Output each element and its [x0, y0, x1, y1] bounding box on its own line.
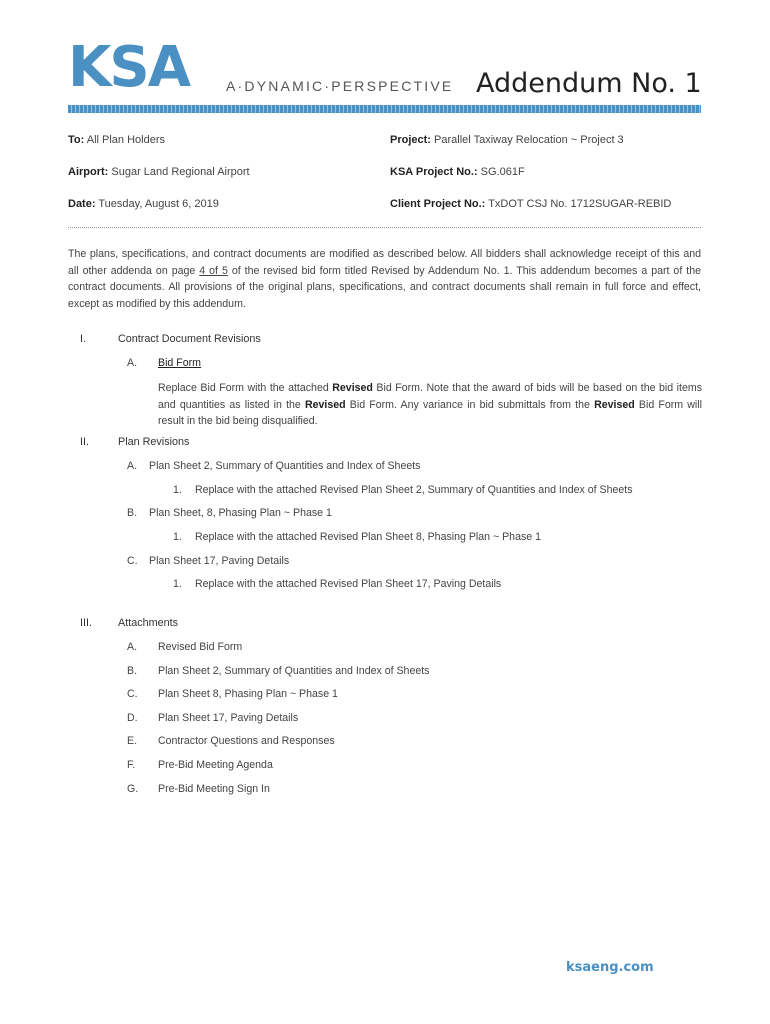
attachment-letter: D.	[127, 712, 138, 724]
project-label: Project:	[390, 134, 431, 146]
attachment-letter: G.	[127, 783, 139, 795]
ksa-logo: KSA	[68, 35, 190, 100]
project-value: Parallel Taxiway Relocation ~ Project 3	[434, 134, 624, 146]
airport-label: Airport:	[68, 166, 109, 178]
airport-field	[68, 166, 250, 178]
divider	[68, 227, 701, 228]
bid-form-text-2: Bid Form. Note that the award of bids will be based on the bid items and quantities as listed in the	[158, 382, 702, 411]
sub-item-text: Replace with the attached Revised Plan Sheet 8, Phasing Plan ~ Phase 1	[195, 531, 541, 543]
ksa-project-field	[390, 166, 525, 178]
intro-text-2: of the revised bid form titled Revised by Addendum No. 1. This addendum becomes a part of the contract documents. All provisions of the original plans, specifications, and contract documents shall remain in full force and effect, except as modified by this addendum.	[68, 264, 701, 310]
attachment-letter: E.	[127, 735, 138, 747]
revised-bold-3: Revised	[594, 398, 635, 411]
to-field	[68, 134, 165, 146]
project-field	[390, 134, 624, 146]
date-label: Date:	[68, 198, 96, 210]
section-2-number: II.	[80, 436, 89, 448]
list-item-text: Plan Sheet, 8, Phasing Plan ~ Phase 1	[149, 507, 332, 519]
section-1-a-letter: A.	[127, 357, 138, 369]
sub-item-number: 1.	[173, 531, 182, 543]
bid-form-paragraph	[158, 380, 702, 430]
revised-bold-1: Revised	[332, 382, 373, 394]
sub-item-number: 1.	[173, 578, 182, 590]
ksa-project-label: KSA Project No.:	[390, 166, 478, 178]
attachment-text: Plan Sheet 8, Phasing Plan ~ Phase 1	[158, 688, 338, 700]
attachment-letter: B.	[127, 665, 138, 677]
sub-item-number: 1.	[173, 484, 182, 496]
ksa-project-value: SG.061F	[480, 166, 525, 178]
date-value: Tuesday, August 6, 2019	[98, 198, 219, 210]
section-1-number: I.	[80, 333, 86, 345]
date-field	[68, 198, 219, 210]
airport-value: Sugar Land Regional Airport	[111, 166, 250, 178]
sub-item-text: Replace with the attached Revised Plan Sheet 2, Summary of Quantities and Index of Sheets	[195, 484, 633, 496]
header-stripe	[68, 105, 701, 113]
to-label: To:	[68, 134, 85, 146]
bid-form-text-3: Bid Form. Any variance in bid submittals from the	[345, 398, 595, 411]
section-3-number: III.	[80, 617, 92, 629]
client-project-field	[390, 198, 671, 210]
attachment-text: Revised Bid Form	[158, 641, 243, 653]
section-1-a-title: Bid Form	[158, 357, 201, 369]
intro-text-1: The plans, specifications, and contract documents are modified as described below. All bidders shall acknowledge receipt of this and all other addenda on page	[68, 248, 701, 277]
bid-form-text-1: Replace Bid Form with the attached	[158, 382, 333, 394]
attachment-text: Contractor Questions and Responses	[158, 735, 335, 747]
section-2-title: Plan Revisions	[118, 436, 190, 448]
list-item-letter: B.	[127, 507, 138, 519]
attachment-text: Plan Sheet 2, Summary of Quantities and Index of Sheets	[158, 665, 430, 677]
page-reference: 4 of 5	[199, 264, 228, 277]
client-project-value: TxDOT CSJ No. 1712SUGAR-REBID	[488, 198, 672, 210]
tagline: A·DYNAMIC·PERSPECTIVE	[226, 78, 454, 94]
attachment-text: Plan Sheet 17, Paving Details	[158, 712, 299, 724]
attachment-letter: C.	[127, 688, 138, 700]
client-project-label: Client Project No.:	[390, 198, 486, 210]
bid-form-text-4: Bid Form will result in the bid being disqualified.	[158, 398, 702, 427]
list-item-letter: A.	[127, 460, 138, 472]
attachment-letter: F.	[127, 759, 136, 771]
page-title: Addendum No. 1	[476, 68, 702, 99]
section-3-title: Attachments	[118, 617, 179, 629]
attachment-text: Pre-Bid Meeting Sign In	[158, 783, 270, 795]
attachment-letter: A.	[127, 641, 138, 653]
revised-bold-2: Revised	[304, 398, 346, 411]
list-item-text: Plan Sheet 2, Summary of Quantities and Index of Sheets	[149, 460, 421, 472]
attachment-text: Pre-Bid Meeting Agenda	[158, 759, 273, 771]
list-item-text: Plan Sheet 17, Paving Details	[149, 555, 290, 567]
footer-website-link[interactable]: ksaeng.com	[566, 960, 654, 975]
intro-paragraph	[68, 246, 701, 312]
list-item-letter: C.	[127, 555, 138, 567]
sub-item-text: Replace with the attached Revised Plan Sheet 17, Paving Details	[195, 578, 502, 590]
to-value: All Plan Holders	[86, 134, 166, 146]
section-1-title: Contract Document Revisions	[118, 333, 261, 345]
